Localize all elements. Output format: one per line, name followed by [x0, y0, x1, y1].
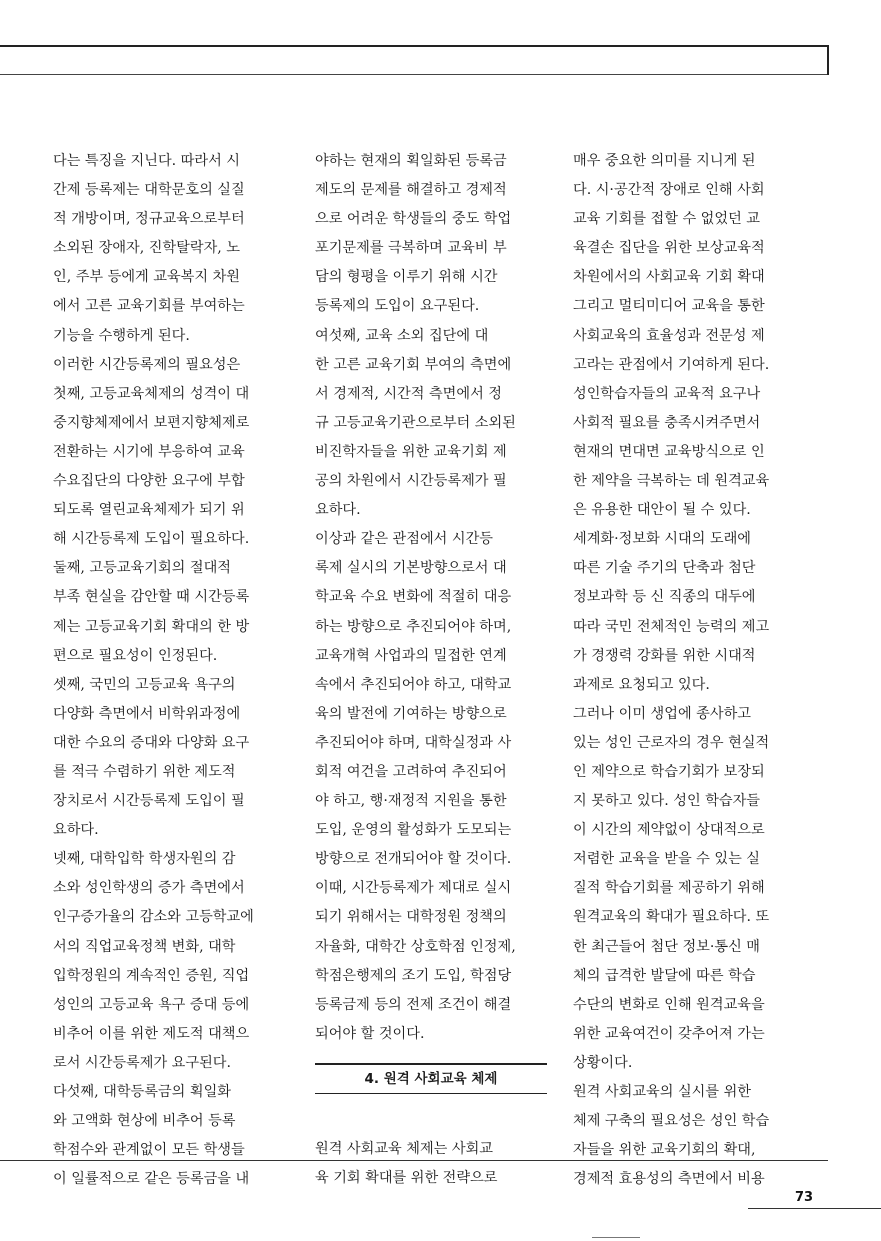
text-line: 되어야 할 것이다.	[315, 1025, 425, 1042]
text-line: 편으로 필요성이 인정된다.	[53, 647, 218, 664]
text-line: 성인학습자들의 교육적 요구나	[573, 385, 761, 402]
footer-rule-page	[748, 1208, 881, 1209]
text-line: 서의 직업교육정책 변화, 대학	[53, 938, 236, 955]
text-line: 인, 주부 등에게 교육복지 차원	[53, 269, 241, 286]
section-heading: 4. 원격 사회교육 체제	[315, 1063, 547, 1094]
text-line: 원격교육의 확대가 필요하다. 또	[573, 909, 770, 926]
text-line: 한 제약을 극복하는 데 원격교육	[573, 473, 770, 490]
text-line: 저렴한 교육을 받을 수 있는 실	[573, 851, 761, 868]
text-line: 가 경쟁력 강화를 위한 시대적	[573, 647, 756, 664]
header-rule-top	[0, 45, 828, 47]
column-2-body-bottom	[315, 1135, 547, 1193]
text-line: 은 유용한 대안이 될 수 있다.	[573, 502, 751, 519]
text-line: 위한 교육여건이 갖추어져 가는	[573, 1025, 765, 1042]
text-line: 체의 급격한 발달에 따른 학습	[573, 967, 756, 984]
text-line: 교육 기회를 접할 수 없었던 교	[573, 211, 761, 228]
text-line: 다. 시·공간적 장애로 인해 사회	[573, 182, 765, 199]
text-line: 현재의 면대면 교육방식으로 인	[573, 443, 765, 460]
text-line: 정보과학 등 신 직종의 대두에	[573, 589, 756, 606]
text-line: 추진되어야 하며, 대학실정과 사	[315, 734, 512, 751]
text-line: 체제 구축의 필요성은 성인 학습	[573, 1113, 770, 1130]
text-line: 포기문제를 극복하며 교육비 부	[315, 240, 507, 257]
text-line: 소와 성인학생의 증가 측면에서	[53, 880, 245, 897]
text-column-1	[53, 147, 285, 1194]
text-line: 야하는 현재의 획일화된 등록금	[315, 153, 507, 169]
text-line: 록제 실시의 기본방향으로서 대	[315, 560, 507, 577]
text-column-2	[315, 147, 547, 1193]
text-line: 요하다.	[53, 822, 99, 839]
text-line: 장치로서 시간등록제 도입이 필	[53, 793, 245, 810]
text-line: 경제적 효용성의 측면에서 비용	[573, 1171, 765, 1188]
text-line: 있는 성인 근로자의 경우 현실적	[573, 734, 770, 751]
text-line: 학점수와 관계없이 모든 학생들	[53, 1142, 245, 1159]
text-line: 되도록 열린교육체제가 되기 위	[53, 502, 245, 519]
text-line: 를 적극 수렴하기 위한 제도적	[53, 763, 236, 780]
text-line: 등록제의 도입이 요구된다.	[315, 298, 480, 315]
text-line: 다섯째, 대학등록금의 획일화	[53, 1084, 231, 1100]
text-line: 성인의 고등교육 욕구 증대 등에	[53, 996, 250, 1013]
text-line: 방향으로 전개되어야 할 것이다.	[315, 851, 512, 868]
text-line: 원격 사회교육 체제는 사회교	[315, 1140, 493, 1157]
text-line: 학교육 수요 변화에 적절히 대응	[315, 589, 512, 606]
text-line: 따른 기술 주기의 단축과 첨단	[573, 560, 756, 577]
text-line: 중지향체제에서 보편지향체제로	[53, 414, 250, 431]
text-line: 매우 중요한 의미를 지니게 된	[573, 153, 756, 169]
text-line: 제는 고등교육기회 확대의 한 방	[53, 618, 250, 635]
text-line: 원격 사회교육의 실시를 위한	[573, 1084, 751, 1100]
text-line: 넷째, 대학입학 학생자원의 감	[53, 851, 236, 868]
footer-rule-main	[0, 1160, 828, 1161]
text-line: 이상과 같은 관점에서 시간등	[315, 531, 493, 548]
text-line: 학점은행제의 조기 도입, 학점당	[315, 967, 512, 984]
text-line: 그러나 이미 생업에 종사하고	[573, 705, 751, 722]
text-line: 고라는 관점에서 기여하게 된다.	[573, 356, 770, 373]
text-line: 부족 현실을 감안할 때 시간등록	[53, 589, 250, 606]
text-line: 이러한 시간등록제의 필요성은	[53, 356, 241, 373]
heading-spacer	[315, 1107, 547, 1135]
text-line: 자들을 위한 교육기회의 확대,	[573, 1142, 756, 1159]
text-line: 차원에서의 사회교육 기회 확대	[573, 269, 765, 286]
text-line: 입학정원의 계속적인 증원, 직업	[53, 967, 250, 984]
text-line: 회적 여건을 고려하여 추진되어	[315, 763, 507, 780]
text-line: 소외된 장애자, 진학탈락자, 노	[53, 240, 241, 257]
text-line: 따라 국민 전체적인 능력의 제고	[573, 618, 770, 635]
text-line: 속에서 추진되어야 하고, 대학교	[315, 676, 512, 693]
text-line: 첫째, 고등교육체제의 성격이 대	[53, 385, 250, 402]
text-line: 육의 발전에 기여하는 방향으로	[315, 705, 507, 722]
footer-mark	[592, 1237, 640, 1238]
text-line: 과제로 요청되고 있다.	[573, 676, 710, 693]
text-line: 이 일률적으로 같은 등록금을 내	[53, 1171, 250, 1188]
text-line: 인 제약으로 학습기회가 보장되	[573, 763, 765, 780]
text-line: 에서 고른 교육기회를 부여하는	[53, 298, 245, 315]
text-line: 도입, 운영의 활성화가 도모되는	[315, 822, 512, 839]
page-number: 73	[794, 1190, 814, 1205]
text-line: 교육개혁 사업과의 밀접한 연계	[315, 647, 507, 664]
text-line: 기능을 수행하게 된다.	[53, 327, 190, 344]
text-line: 공의 차원에서 시간등록제가 필	[315, 473, 507, 490]
text-line: 세계화·정보화 시대의 도래에	[573, 531, 751, 548]
text-line: 다양화 측면에서 비학위과정에	[53, 705, 241, 722]
text-line: 다는 특징을 지닌다. 따라서 시	[53, 153, 241, 169]
column-2-body-top	[315, 147, 547, 1049]
text-line: 그리고 멀티미디어 교육을 통한	[573, 298, 765, 315]
text-line: 되기 위해서는 대학정원 정책의	[315, 909, 507, 926]
text-line: 적 개방이며, 정규교육으로부터	[53, 211, 245, 228]
header-rule-edge	[827, 45, 829, 75]
text-line: 으로 어려운 학생들의 중도 학업	[315, 211, 512, 228]
text-line: 한 최근들어 첨단 정보·통신 매	[573, 938, 761, 955]
text-line: 여섯째, 교육 소외 집단에 대	[315, 327, 489, 344]
text-line: 규 고등교육기관으로부터 소외된	[315, 414, 516, 431]
text-line: 수단의 변화로 인해 원격교육을	[573, 996, 765, 1013]
text-line: 육 기회 확대를 위한 전략으로	[315, 1170, 498, 1186]
text-line: 셋째, 국민의 고등교육 욕구의	[53, 676, 236, 693]
text-line: 둘째, 고등교육기회의 절대적	[53, 560, 231, 577]
text-line: 이때, 시간등록제가 제대로 실시	[315, 880, 512, 897]
text-line: 비진학자들을 위한 교육기회 제	[315, 443, 507, 460]
text-line: 비추어 이를 위한 제도적 대책으	[53, 1025, 250, 1042]
text-line: 질적 학습기회를 제공하기 위해	[573, 880, 765, 897]
text-column-3	[573, 147, 805, 1194]
text-line: 지 못하고 있다. 성인 학습자들	[573, 793, 761, 810]
text-line: 하는 방향으로 추진되어야 하며,	[315, 618, 512, 635]
text-line: 사회적 필요를 충족시켜주면서	[573, 414, 761, 431]
text-line: 요하다.	[315, 502, 361, 519]
text-line: 상황이다.	[573, 1054, 633, 1071]
text-line: 대한 수요의 증대와 다양화 요구	[53, 734, 250, 751]
header-rule-bottom	[0, 74, 828, 75]
text-line: 서 경제적, 시간적 측면에서 정	[315, 385, 503, 402]
text-line: 간제 등록제는 대학문호의 실질	[53, 182, 245, 199]
text-line: 와 고액화 현상에 비추어 등록	[53, 1113, 236, 1130]
text-line: 담의 형평을 이루기 위해 시간	[315, 269, 498, 286]
text-line: 사회교육의 효율성과 전문성 제	[573, 327, 765, 344]
text-line: 한 고른 교육기회 부여의 측면에	[315, 356, 512, 373]
text-line: 전환하는 시기에 부응하여 교육	[53, 443, 245, 460]
text-line: 등록금제 등의 전제 조건이 해결	[315, 996, 512, 1013]
text-line: 야 하고, 행·재정적 지원을 통한	[315, 793, 507, 810]
text-line: 인구증가율의 감소와 고등학교에	[53, 909, 254, 926]
text-line: 이 시간의 제약없이 상대적으로	[573, 822, 765, 839]
text-line: 수요집단의 다양한 요구에 부합	[53, 473, 245, 490]
text-line: 자율화, 대학간 상호학점 인정제,	[315, 938, 516, 955]
text-line: 로서 시간등록제가 요구된다.	[53, 1054, 231, 1071]
text-line: 제도의 문제를 해결하고 경제적	[315, 182, 507, 199]
text-line: 해 시간등록제 도입이 필요하다.	[53, 531, 250, 548]
text-line: 육결손 집단을 위한 보상교육적	[573, 240, 765, 257]
